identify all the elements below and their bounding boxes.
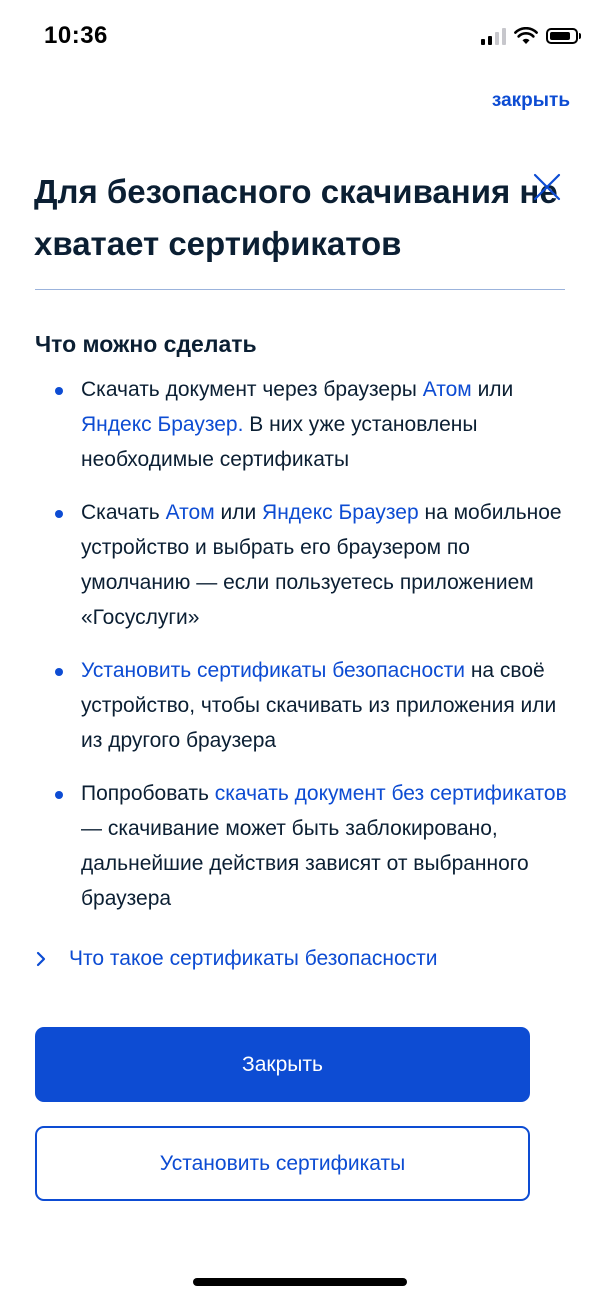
close-button[interactable]: Закрыть	[35, 1027, 530, 1102]
install-certificates-link[interactable]: Установить сертификаты безопасности	[81, 659, 465, 682]
section-title: Что можно сделать	[35, 331, 257, 357]
download-without-certificates-link[interactable]: скачать документ без сертификатов	[214, 782, 567, 805]
tip-text: В них уже установлены необходимые сертификаты	[81, 413, 478, 471]
yandex-browser-link[interactable]: Яндекс Браузер.	[81, 413, 244, 436]
status-time: 10:36	[44, 22, 108, 49]
tip-text: Попробовать	[81, 782, 215, 805]
tip-item	[35, 372, 575, 477]
tip-item	[35, 495, 575, 635]
status-icons	[481, 24, 578, 48]
wifi-icon	[514, 27, 538, 45]
close-icon[interactable]	[530, 170, 564, 204]
tip-text: или	[214, 501, 263, 524]
install-certificates-button[interactable]: Установить сертификаты	[35, 1126, 530, 1201]
tip-item	[35, 776, 575, 916]
tip-text: — скачивание может быть заблокировано, дальнейшие действия зависят от выбранного браузера	[81, 817, 529, 910]
tip-text: или	[471, 378, 514, 401]
dialog-title: Для безопасного скачивания не хватает сертификатов	[34, 173, 558, 262]
tip-text: Скачать	[81, 501, 166, 524]
chevron-right-icon	[35, 951, 47, 967]
status-bar	[0, 0, 600, 72]
atom-link[interactable]: Атом	[165, 501, 215, 524]
expander-label: Что такое сертификаты безопасности	[69, 947, 438, 970]
tip-text: на своё устройство, чтобы скачивать из приложения или из другого браузера	[81, 659, 557, 752]
tip-text: Скачать документ через браузеры	[81, 378, 423, 401]
tip-text: на мобильное устройство и выбрать его браузером по умолчанию — если пользуетесь приложением «Госуслуги»	[81, 501, 562, 629]
certificates-info-expander[interactable]	[35, 947, 438, 971]
home-indicator	[193, 1278, 407, 1286]
atom-link[interactable]: Атом	[422, 378, 472, 401]
cellular-signal-icon	[481, 27, 506, 45]
tips-list	[35, 372, 575, 934]
yandex-browser-link[interactable]: Яндекс Браузер	[262, 501, 419, 524]
divider	[35, 289, 565, 290]
tip-item	[35, 653, 575, 758]
close-link[interactable]: закрыть	[491, 90, 570, 111]
battery-icon	[546, 28, 578, 44]
